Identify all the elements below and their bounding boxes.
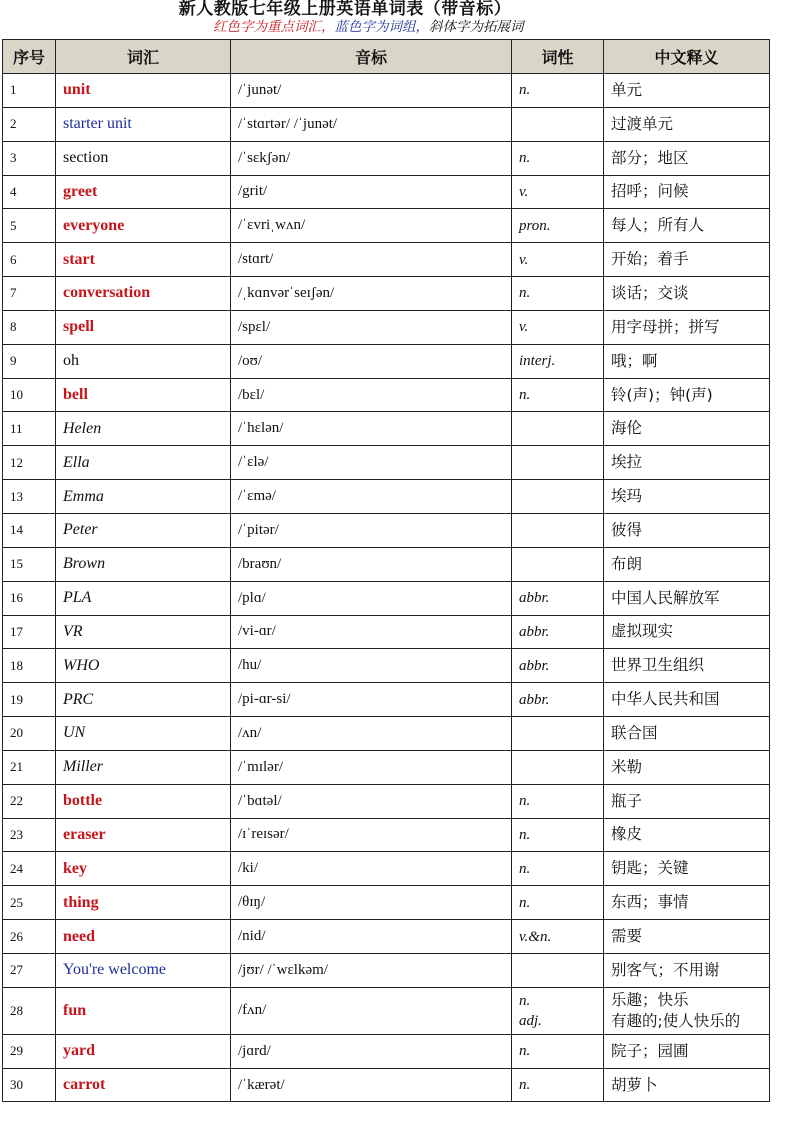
row-number: 13 [3,480,56,514]
row-word: bottle [56,784,231,818]
row-chinese-meaning: 米勒 [604,750,770,784]
table-row [3,920,770,954]
table-row [3,74,770,108]
row-chinese-meaning: 中国人民解放军 [604,581,770,615]
row-chinese-meaning: 单元 [604,74,770,108]
row-part-of-speech: abbr. [512,581,604,615]
row-chinese-meaning: 哦；啊 [604,344,770,378]
row-word: VR [56,615,231,649]
row-word: Peter [56,513,231,547]
legend-note [213,19,524,35]
legend-red-note: 红色字为重点词汇， [213,19,335,35]
row-phonetic: /ˈhɛlən/ [231,412,512,446]
row-part-of-speech [512,953,604,987]
row-part-of-speech [512,547,604,581]
table-row [3,818,770,852]
row-part-of-speech: n. [512,886,604,920]
row-word: greet [56,175,231,209]
row-chinese-meaning: 铃(声)；钟(声) [604,378,770,412]
row-word: Brown [56,547,231,581]
row-number: 4 [3,175,56,209]
row-chinese-meaning: 世界卫生组织 [604,649,770,683]
row-phonetic: /ˈɛvriˌwʌn/ [231,209,512,243]
header-part-of-speech: 词性 [512,40,604,74]
table-row [3,615,770,649]
row-phonetic: /oʊ/ [231,344,512,378]
row-word: oh [56,344,231,378]
row-word: fun [56,987,231,1034]
row-chinese-meaning: 中华人民共和国 [604,683,770,717]
row-number: 25 [3,886,56,920]
table-row [3,141,770,175]
row-phonetic: /fʌn/ [231,987,512,1034]
row-part-of-speech: v.&n. [512,920,604,954]
row-word: yard [56,1034,231,1068]
row-number: 23 [3,818,56,852]
header-phonetic: 音标 [231,40,512,74]
row-part-of-speech [512,480,604,514]
row-phonetic: /spɛl/ [231,310,512,344]
row-phonetic: /vi-ɑr/ [231,615,512,649]
table-row [3,209,770,243]
row-number: 7 [3,277,56,311]
row-word: PRC [56,683,231,717]
row-phonetic: /ˈjunət/ [231,74,512,108]
row-chinese-meaning: 乐趣；快乐 有趣的;使人快乐的 [604,987,770,1034]
row-chinese-meaning: 别客气；不用谢 [604,953,770,987]
row-chinese-meaning: 联合国 [604,717,770,751]
table-row [3,852,770,886]
row-word: start [56,243,231,277]
row-phonetic: /ˈsɛkʃən/ [231,141,512,175]
row-phonetic: /ˈɛmə/ [231,480,512,514]
row-chinese-meaning: 开始；着手 [604,243,770,277]
row-part-of-speech: abbr. [512,615,604,649]
table-row [3,243,770,277]
row-word: key [56,852,231,886]
row-word: unit [56,74,231,108]
row-part-of-speech: n. [512,818,604,852]
row-chinese-meaning: 每人；所有人 [604,209,770,243]
row-part-of-speech: interj. [512,344,604,378]
row-word: Miller [56,750,231,784]
row-phonetic: /pi-ɑr-si/ [231,683,512,717]
row-number: 27 [3,953,56,987]
row-part-of-speech: abbr. [512,683,604,717]
row-number: 6 [3,243,56,277]
table-row [3,446,770,480]
row-number: 21 [3,750,56,784]
row-part-of-speech [512,750,604,784]
table-row [3,412,770,446]
row-number: 22 [3,784,56,818]
row-phonetic: /braʊn/ [231,547,512,581]
row-number: 19 [3,683,56,717]
row-word: everyone [56,209,231,243]
table-row [3,1034,770,1068]
row-phonetic: /θɪŋ/ [231,886,512,920]
row-word: starter unit [56,107,231,141]
legend-italic-note: 斜体字为拓展词 [429,19,524,35]
table-row [3,886,770,920]
row-part-of-speech: v. [512,243,604,277]
row-chinese-meaning: 院子；园圃 [604,1034,770,1068]
row-word: need [56,920,231,954]
table-row [3,513,770,547]
row-chinese-meaning: 虚拟现实 [604,615,770,649]
row-part-of-speech: abbr. [512,649,604,683]
row-phonetic: /ɪˈreɪsər/ [231,818,512,852]
row-word: thing [56,886,231,920]
table-row [3,750,770,784]
row-phonetic: /hu/ [231,649,512,683]
legend-blue-note: 蓝色字为词组， [334,19,429,35]
row-part-of-speech: n. [512,277,604,311]
table-row [3,953,770,987]
row-number: 17 [3,615,56,649]
row-number: 2 [3,107,56,141]
row-chinese-meaning: 东西；事情 [604,886,770,920]
row-word: WHO [56,649,231,683]
row-phonetic: /ˈstɑrtər/ /ˈjunət/ [231,107,512,141]
row-word: PLA [56,581,231,615]
row-chinese-meaning: 谈话；交谈 [604,277,770,311]
row-part-of-speech [512,513,604,547]
row-chinese-meaning: 橡皮 [604,818,770,852]
row-phonetic: /jʊr/ /ˈwɛlkəm/ [231,953,512,987]
row-number: 29 [3,1034,56,1068]
row-phonetic: /bɛl/ [231,378,512,412]
row-phonetic: /ˌkɑnvərˈseɪʃən/ [231,277,512,311]
row-number: 5 [3,209,56,243]
row-number: 26 [3,920,56,954]
row-part-of-speech [512,107,604,141]
table-row [3,175,770,209]
row-number: 1 [3,74,56,108]
row-phonetic: /ʌn/ [231,717,512,751]
row-number: 11 [3,412,56,446]
row-phonetic: /stɑrt/ [231,243,512,277]
row-chinese-meaning: 胡萝卜 [604,1068,770,1102]
header-chinese-meaning: 中文释义 [604,40,770,74]
row-word: You're welcome [56,953,231,987]
row-number: 20 [3,717,56,751]
row-part-of-speech: n. [512,1068,604,1102]
row-chinese-meaning: 彼得 [604,513,770,547]
table-row [3,310,770,344]
row-part-of-speech: n. [512,141,604,175]
row-phonetic: /ˈmɪlər/ [231,750,512,784]
row-part-of-speech: n. [512,74,604,108]
row-word: Emma [56,480,231,514]
row-number: 30 [3,1068,56,1102]
row-number: 10 [3,378,56,412]
row-number: 8 [3,310,56,344]
table-row [3,784,770,818]
row-word: spell [56,310,231,344]
row-number: 14 [3,513,56,547]
row-chinese-meaning: 埃拉 [604,446,770,480]
vocabulary-table [2,39,770,1102]
row-part-of-speech: n. [512,378,604,412]
table-row [3,683,770,717]
row-part-of-speech [512,446,604,480]
table-row [3,344,770,378]
row-word: Ella [56,446,231,480]
row-phonetic: /plɑ/ [231,581,512,615]
row-number: 15 [3,547,56,581]
table-header-row [3,40,770,74]
row-number: 16 [3,581,56,615]
row-chinese-meaning: 部分；地区 [604,141,770,175]
page-title: 新人教版七年级上册英语单词表（带音标） [178,0,512,19]
row-number: 28 [3,987,56,1034]
row-number: 24 [3,852,56,886]
row-part-of-speech: n. adj. [512,987,604,1034]
row-word: conversation [56,277,231,311]
row-chinese-meaning: 用字母拼；拼写 [604,310,770,344]
table-row [3,581,770,615]
row-part-of-speech: v. [512,175,604,209]
row-phonetic: /nid/ [231,920,512,954]
row-phonetic: /jɑrd/ [231,1034,512,1068]
row-part-of-speech: n. [512,1034,604,1068]
table-row [3,987,770,1034]
header-number: 序号 [3,40,56,74]
row-number: 3 [3,141,56,175]
row-phonetic: /ˈpitər/ [231,513,512,547]
row-word: UN [56,717,231,751]
row-chinese-meaning: 钥匙；关键 [604,852,770,886]
header-word: 词汇 [56,40,231,74]
row-chinese-meaning: 瓶子 [604,784,770,818]
table-row [3,649,770,683]
row-phonetic: /grit/ [231,175,512,209]
row-chinese-meaning: 过渡单元 [604,107,770,141]
row-part-of-speech [512,412,604,446]
table-row [3,277,770,311]
row-part-of-speech: v. [512,310,604,344]
row-part-of-speech: n. [512,784,604,818]
row-part-of-speech: n. [512,852,604,886]
row-part-of-speech [512,717,604,751]
table-row [3,717,770,751]
row-chinese-meaning: 招呼；问候 [604,175,770,209]
row-part-of-speech: pron. [512,209,604,243]
row-chinese-meaning: 需要 [604,920,770,954]
row-phonetic: /ˈkærət/ [231,1068,512,1102]
row-phonetic: /ˈbɑtəl/ [231,784,512,818]
row-chinese-meaning: 海伦 [604,412,770,446]
row-word: Helen [56,412,231,446]
row-word: bell [56,378,231,412]
row-word: eraser [56,818,231,852]
row-chinese-meaning: 布朗 [604,547,770,581]
row-number: 18 [3,649,56,683]
row-phonetic: /ˈɛlə/ [231,446,512,480]
table-row [3,547,770,581]
row-phonetic: /ki/ [231,852,512,886]
table-row [3,378,770,412]
row-word: section [56,141,231,175]
table-row [3,1068,770,1102]
row-number: 12 [3,446,56,480]
table-row [3,107,770,141]
row-number: 9 [3,344,56,378]
table-row [3,480,770,514]
row-chinese-meaning: 埃玛 [604,480,770,514]
row-word: carrot [56,1068,231,1102]
